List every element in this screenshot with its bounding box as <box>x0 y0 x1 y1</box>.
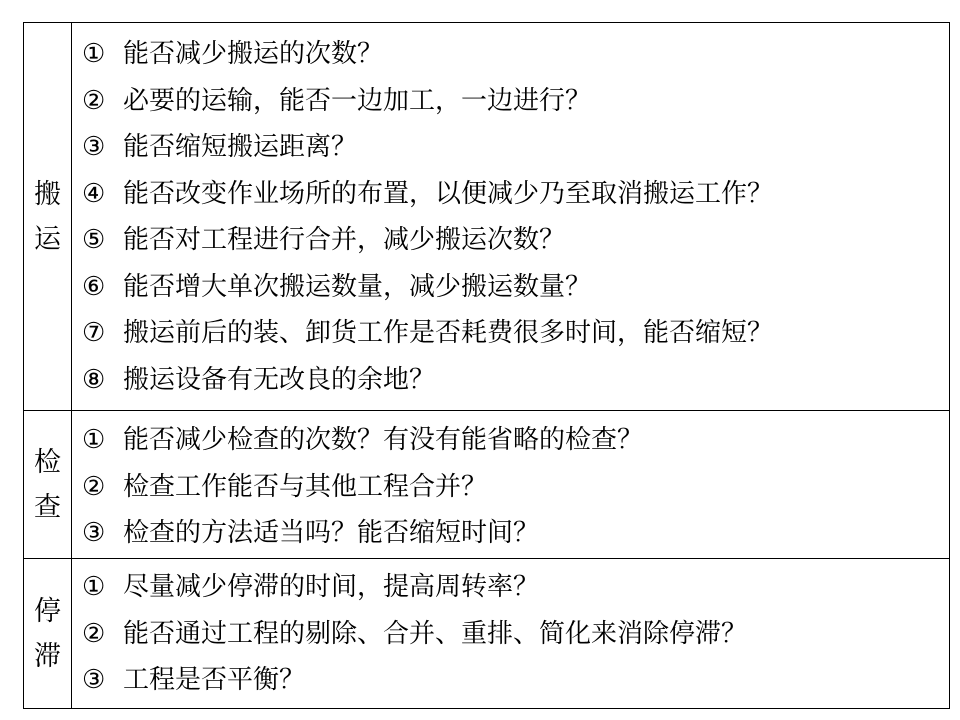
item-number: ② <box>82 618 106 649</box>
list-item <box>72 357 949 404</box>
list-item <box>72 657 949 704</box>
list-item <box>72 564 949 611</box>
list-item <box>72 417 949 464</box>
category-cell-stagnation <box>24 559 72 709</box>
category-char: 检 <box>34 446 61 478</box>
section-row-transport <box>24 23 950 411</box>
list-item <box>72 217 949 264</box>
list-item <box>72 171 949 218</box>
item-number: ① <box>82 572 106 602</box>
items-cell-transport <box>72 23 950 411</box>
item-number: ⑤ <box>82 225 106 255</box>
item-number: ⑧ <box>82 364 106 395</box>
item-text: 工程是否平衡？ <box>123 665 306 695</box>
item-number: ③ <box>82 518 106 548</box>
list-item <box>72 31 949 78</box>
item-text: 能否对工程进行合并，减少搬运次数？ <box>123 225 566 255</box>
list-item <box>72 264 949 311</box>
category-char: 查 <box>34 491 61 523</box>
item-text: 能否改变作业场所的布置，以便减少乃至取消搬运工作？ <box>123 178 774 209</box>
item-text: 尽量减少停滞的时间，提高周转率？ <box>123 572 540 602</box>
item-text: 必要的运输，能否一边加工，一边进行？ <box>123 85 592 116</box>
list-item <box>72 310 949 357</box>
category-char: 滞 <box>34 640 61 672</box>
item-text: 搬运前后的装、卸货工作是否耗费很多时间，能否缩短？ <box>123 318 774 348</box>
list-item <box>72 510 949 557</box>
section-row-stagnation <box>24 559 950 709</box>
item-text: 检查工作能否与其他工程合并？ <box>123 471 488 502</box>
item-number: ① <box>82 425 106 455</box>
category-char: 停 <box>34 595 61 627</box>
item-number: ② <box>82 471 106 502</box>
item-number: ⑦ <box>82 318 106 348</box>
item-number: ① <box>82 39 106 69</box>
item-number: ② <box>82 85 106 116</box>
category-char: 搬 <box>34 178 61 210</box>
item-text: 检查的方法适当吗？能否缩短时间？ <box>123 518 540 548</box>
category-cell-inspection <box>24 411 72 559</box>
item-number: ③ <box>82 132 106 162</box>
list-item <box>72 78 949 125</box>
checklist-table <box>23 22 950 709</box>
list-item <box>72 611 949 658</box>
item-number: ④ <box>82 178 106 209</box>
category-char: 运 <box>34 223 61 255</box>
item-text: 能否增大单次搬运数量，减少搬运数量？ <box>123 271 592 302</box>
item-number: ⑥ <box>82 271 106 302</box>
list-item <box>72 464 949 511</box>
item-text: 能否通过工程的剔除、合并、重排、简化来消除停滞？ <box>123 618 748 649</box>
item-number: ③ <box>82 665 106 695</box>
item-text: 能否减少搬运的次数？ <box>123 39 384 69</box>
category-cell-transport <box>24 23 72 411</box>
item-text: 能否减少检查的次数？有没有能省略的检查？ <box>123 425 644 455</box>
items-cell-inspection <box>72 411 950 559</box>
section-row-inspection <box>24 411 950 559</box>
list-item <box>72 124 949 171</box>
items-cell-stagnation <box>72 559 950 709</box>
item-text: 搬运设备有无改良的余地？ <box>123 364 436 395</box>
item-text: 能否缩短搬运距离？ <box>123 132 358 162</box>
